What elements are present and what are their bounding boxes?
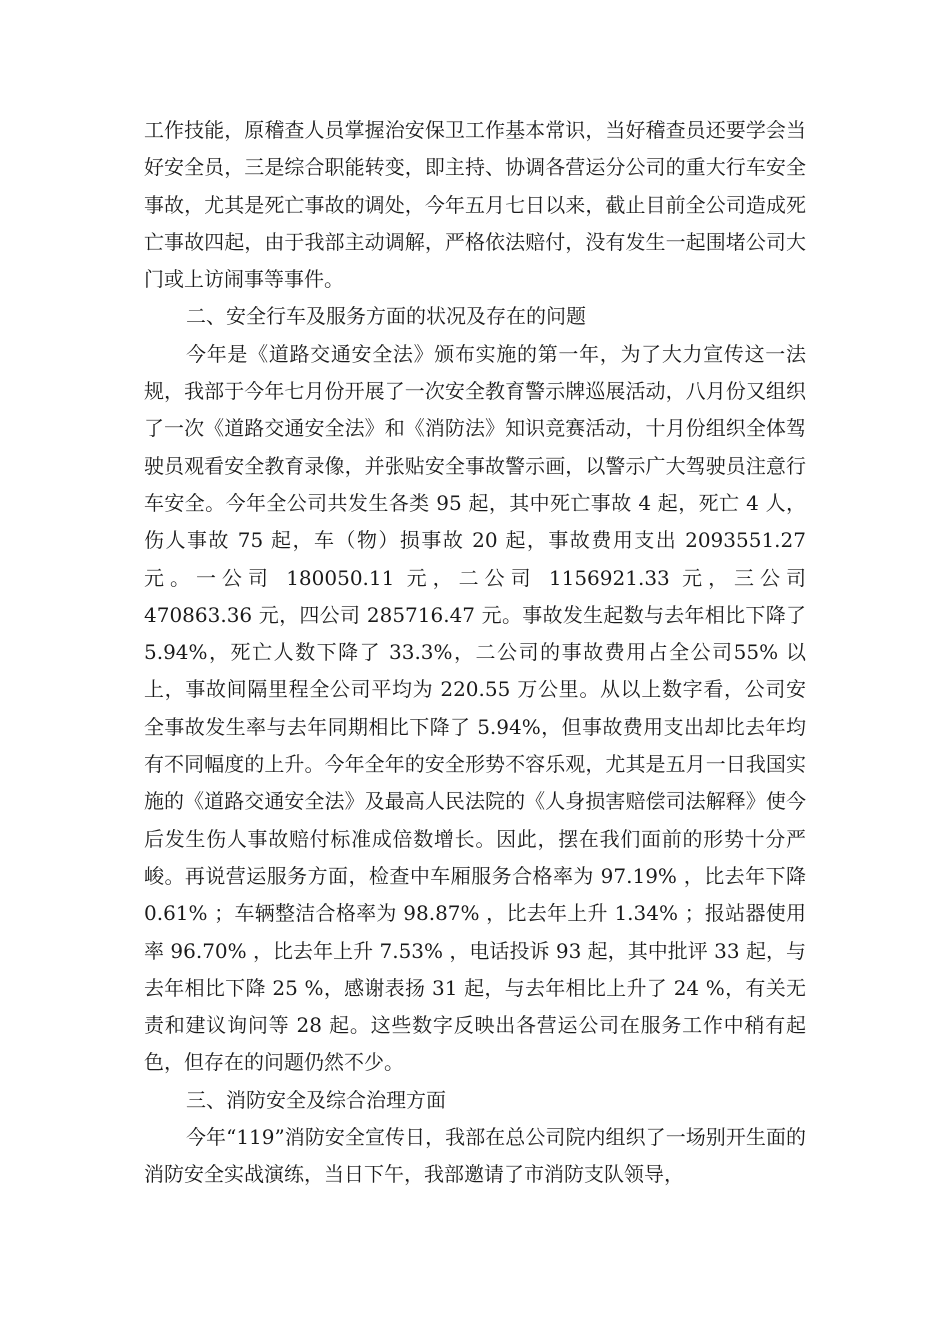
heading-safety-driving-service: 二、安全行车及服务方面的状况及存在的问题 — [186, 304, 586, 329]
paragraph-duties-continued: 工作技能，原稽查人员掌握治安保卫工作基本常识，当好稽查员还要学会当好安全员，三是综合职能转变，即主持、协调各营运分公司的重大行车安全事故，尤其是死亡事故的调处，今年五月七日以来，截止目前全公司造成死亡事故四起，由于我部主动调解，严格依法赔付，没有发生一起围堵公司大门或上访闹事等事件。 — [144, 118, 806, 292]
paragraph-safety-statistics: 今年是《道路交通安全法》颁布实施的第一年，为了大力宣传这一法规，我部于今年七月份开展了一次安全教育警示牌巡展活动，八月份又组织了一次《道路交通安全法》和《消防法》知识竞赛活动，十月份组织全体驾驶员观看安全教育录像，并张贴安全事故警示画，以警示广大驾驶员注意行车安全。今年全公司共发生各类 95 起，其中死亡事故 4 起，死亡 4 人，伤人事故 75 起，车（物）损事故 20 起，事故费用支出 2093551.27 元。一公司 180050.11 元，二公司 1156921.33 元，三公司 470863.36 元，四公司 285716.47 元。事故发生起数与去年相比下降了 5.94%，死亡人数下降了 33.3%，二公司的事故费用占全公司55% 以上，事故间隔里程全公司平均为 220.55 万公里。从以上数字看，公司安全事故发生率与去年同期相比下降了 5.94%，但事故费用支出却比去年均有不同幅度的上升。今年全年的安全形势不容乐观，尤其是五月一日我国实施的《道路交通安全法》及最高人民法院的《人身损害赔偿司法解释》使今后发生伤人事故赔付标准成倍数增长。因此，摆在我们面前的形势十分严峻。再说营运服务方面，检查中车厢服务合格率为 97.19% ，比去年下降 0.61% ；车辆整洁合格率为 98.87% ，比去年上升 1.34% ；报站器使用率 96.70% ，比去年上升 7.53% ，电话投诉 93 起，其中批评 33 起，与去年相比下降 25 %，感谢表扬 31 起，与去年相比上升了 24 %，有关无责和建议询问等 28 起。这些数字反映出各营运公司在服务工作中稍有起色，但存在的问题仍然不少。 — [144, 341, 806, 1075]
heading-fire-safety: 三、消防安全及综合治理方面 — [186, 1087, 446, 1112]
paragraph-fire-drill: 今年“119”消防安全宣传日，我部在总公司院内组织了一场别开生面的消防安全实战演练，当日下午，我部邀请了市消防支队领导， — [144, 1125, 806, 1187]
document-page — [144, 112, 806, 1194]
